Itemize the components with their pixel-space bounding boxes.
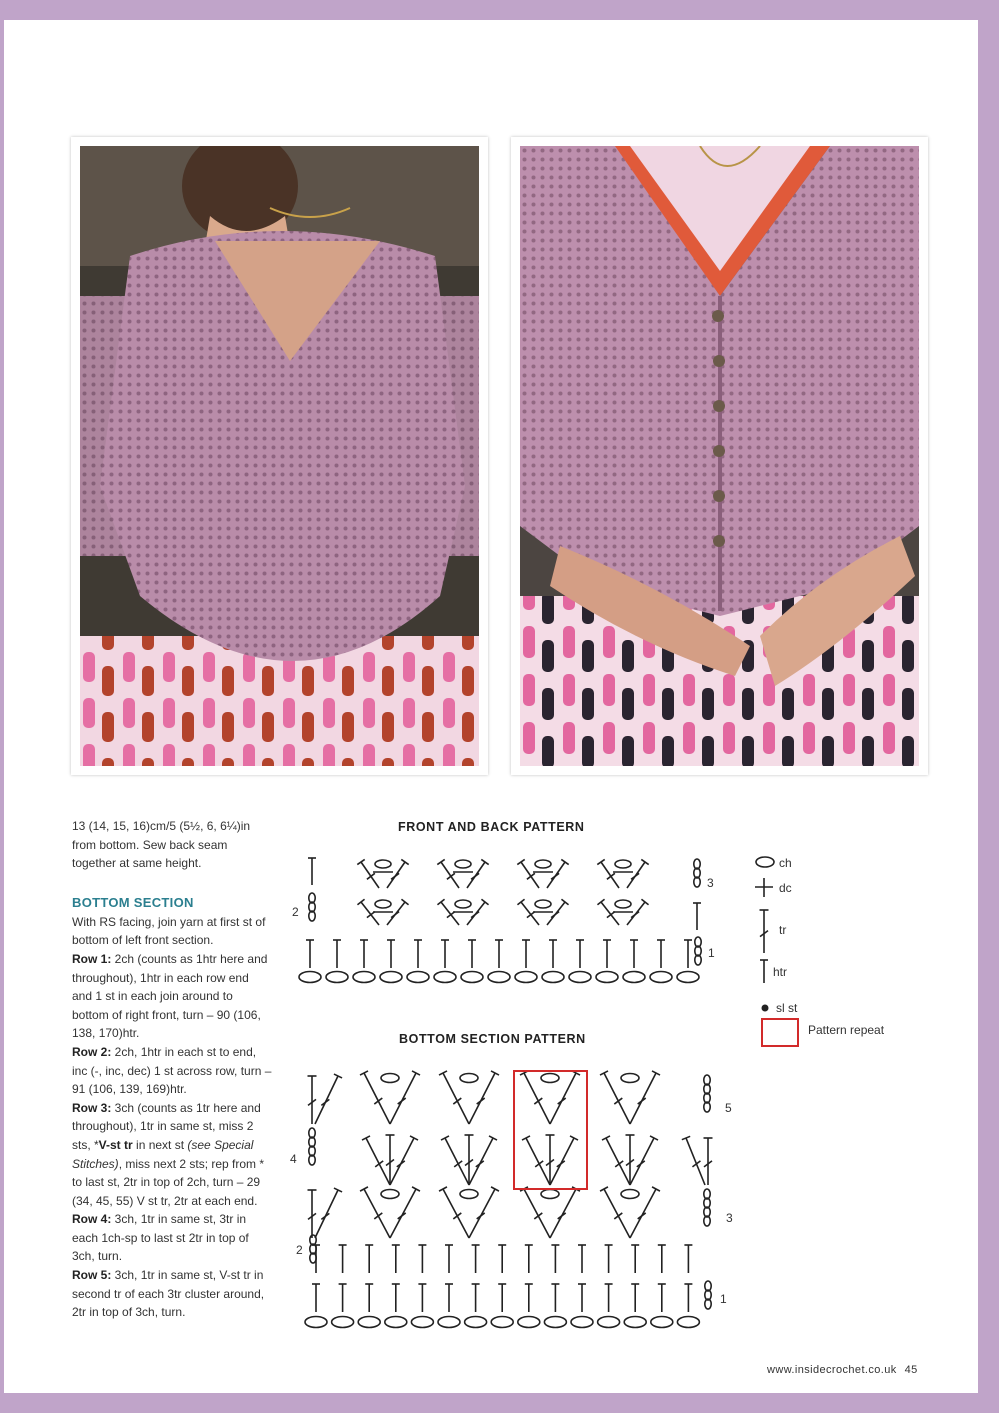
bs-row-number-2: 2 — [296, 1243, 303, 1257]
legend-repeat-symbol — [762, 1019, 798, 1046]
tr-stitch — [597, 859, 619, 888]
tr-stitch — [386, 1135, 395, 1185]
chain-space — [381, 1190, 399, 1199]
photo-front-image — [520, 146, 919, 766]
chain-stitch — [677, 972, 699, 983]
row-3-instruction: Row 3: 3ch (counts as 1tr here and throughout), 1tr in same st, miss 2 sts, *V-st tr in next st (see Special Stitches), miss next 2 sts; rep from * to last st, 2tr in top of 2ch, turn – 29 (34, 45, 55) V st tr, 2tr at each end. — [72, 1100, 265, 1208]
chain-stitch — [438, 1317, 460, 1328]
tr-stitch — [439, 1071, 469, 1124]
chain-stitch — [380, 972, 402, 983]
tr-stitch — [387, 859, 409, 888]
tr-stitch — [630, 1136, 658, 1185]
tr-stitch — [441, 1136, 469, 1185]
htr-stitch — [308, 858, 316, 885]
htr-stitch — [339, 1284, 347, 1312]
chain-space — [375, 900, 391, 908]
chain-stitch — [571, 1317, 593, 1328]
htr-stitch — [365, 1284, 373, 1312]
legend-repeat-label: Pattern repeat — [808, 1023, 885, 1037]
htr-stitch — [339, 1245, 347, 1273]
htr-stitch — [603, 940, 611, 968]
tr-stitch — [760, 910, 769, 953]
htr-stitch — [522, 940, 530, 968]
tr-stitch — [390, 1071, 420, 1124]
tr-stitch — [627, 859, 649, 888]
htr-stitch — [468, 940, 476, 968]
page-number: 45 — [904, 1364, 918, 1376]
htr-stitch — [306, 940, 314, 968]
legend-ch-label: ch — [779, 856, 792, 870]
tr-stitch — [469, 1136, 497, 1185]
v-stitch-cluster — [357, 859, 408, 888]
three-tr-cluster — [522, 1135, 578, 1185]
instructions-column — [72, 817, 272, 1322]
tr-stitch — [550, 1136, 578, 1185]
tr-stitch — [357, 899, 379, 925]
chain-stitch — [518, 1317, 540, 1328]
tr-stitch — [465, 1135, 474, 1185]
chain-stitch — [461, 972, 483, 983]
turning-chain — [310, 1235, 316, 1263]
htr-stitch — [392, 1284, 400, 1312]
tr-stitch — [360, 1187, 390, 1238]
htr-stitch — [495, 940, 503, 968]
chain-space — [375, 860, 391, 868]
legend-slst-symbol — [762, 1005, 769, 1012]
htr-stitch — [684, 940, 692, 968]
chain-space — [621, 1074, 639, 1083]
section-heading-bottom: BOTTOM SECTION — [72, 894, 194, 910]
htr-stitch — [312, 1284, 320, 1312]
tr-stitch — [439, 1187, 469, 1238]
htr-stitch — [472, 1245, 480, 1273]
htr-stitch — [360, 940, 368, 968]
tr-stitch — [308, 1076, 317, 1124]
chain-stitch — [488, 972, 510, 983]
chain-space — [455, 860, 471, 868]
tr-stitch — [547, 859, 569, 888]
htr-stitch — [576, 940, 584, 968]
bs-row-number-3: 3 — [726, 1211, 733, 1225]
chain-space — [621, 1190, 639, 1199]
v-st-tr — [439, 1071, 499, 1124]
chain-space — [455, 900, 471, 908]
htr-stitch — [387, 940, 395, 968]
legend-htr-label: htr — [773, 965, 788, 979]
v-stitch-cluster — [357, 899, 408, 925]
tr-stitch — [517, 859, 539, 888]
htr-stitch — [658, 1284, 666, 1312]
tr-stitch — [437, 899, 459, 925]
v-st-tr — [439, 1187, 499, 1238]
chain-stitch — [623, 972, 645, 983]
chain-space — [381, 1074, 399, 1083]
tr-stitch — [390, 1136, 418, 1185]
row-5-instruction: Row 5: 3ch, 1tr in same st, V-st tr in second tr of each 3tr cluster around, 2tr in top of 3ch, turn. — [72, 1268, 265, 1320]
bottom-stitch-chart — [305, 1071, 713, 1328]
page-border-left — [0, 0, 4, 1413]
tr-stitch — [682, 1136, 705, 1185]
tr-stitch — [627, 899, 649, 925]
tr-stitch — [467, 859, 489, 888]
v-stitch-cluster — [517, 859, 568, 888]
v-stitch-cluster — [517, 899, 568, 925]
chain-space — [535, 900, 551, 908]
tr-stitch — [522, 1136, 550, 1185]
chain-stitch — [299, 972, 321, 983]
bs-row-number-4: 4 — [290, 1152, 297, 1166]
htr-stitch — [551, 1245, 559, 1273]
turning-chain — [705, 1281, 711, 1309]
legend-dc-label: dc — [779, 881, 792, 895]
fb-row-number-1: 1 — [708, 946, 715, 960]
tr-stitch — [437, 859, 459, 888]
chain-stitch — [358, 1317, 380, 1328]
tr-stitch — [520, 1187, 550, 1238]
chain-stitch — [624, 1317, 646, 1328]
v-st-tr — [520, 1187, 580, 1238]
tr-stitch — [600, 1187, 630, 1238]
htr-stitch — [498, 1245, 506, 1273]
turning-chain — [309, 1128, 315, 1165]
front-back-stitch-chart — [299, 858, 701, 983]
fb-row-number-2: 2 — [292, 905, 299, 919]
htr-stitch — [684, 1284, 692, 1312]
row-2-instruction: Row 2: 2ch, 1htr in each st to end, inc (-, inc, dec) 1 st across row, turn – 91 (106, 139, 169)htr. — [72, 1044, 272, 1097]
page-border-top — [0, 0, 999, 20]
turning-chain — [694, 859, 700, 887]
htr-stitch — [445, 1284, 453, 1312]
chain-space — [535, 860, 551, 868]
photo-front-view — [511, 137, 928, 775]
bs-row-number-1: 1 — [720, 1292, 727, 1306]
v-st-tr — [360, 1187, 420, 1238]
chain-stitch — [569, 972, 591, 983]
chain-stitch — [411, 1317, 433, 1328]
chain-stitch — [651, 1317, 673, 1328]
chain-stitch — [332, 1317, 354, 1328]
turning-chain — [695, 937, 701, 965]
htr-stitch — [445, 1245, 453, 1273]
footer-url[interactable]: www.insidecrochet.co.uk — [767, 1364, 897, 1376]
chain-stitch — [650, 972, 672, 983]
bs-row-number-5: 5 — [725, 1101, 732, 1115]
htr-stitch — [578, 1284, 586, 1312]
htr-stitch — [551, 1284, 559, 1312]
v-st-tr — [600, 1071, 660, 1124]
htr-stitch — [631, 1245, 639, 1273]
tr-stitch — [546, 1135, 555, 1185]
legend-dc-symbol — [755, 878, 773, 897]
chain-stitch — [544, 1317, 566, 1328]
tr-stitch — [362, 1136, 390, 1185]
three-tr-cluster — [362, 1135, 418, 1185]
tr-stitch — [390, 1187, 420, 1238]
chain-stitch — [385, 1317, 407, 1328]
fb-row-number-3: 3 — [707, 876, 714, 890]
htr-stitch — [684, 1245, 692, 1273]
tr-stitch — [630, 1071, 660, 1124]
htr-stitch — [760, 960, 768, 983]
htr-stitch — [498, 1284, 506, 1312]
tr-stitch — [550, 1187, 580, 1238]
tr-stitch — [357, 859, 379, 888]
turning-chain — [704, 1075, 710, 1112]
htr-stitch — [418, 1245, 426, 1273]
v-st-tr — [600, 1187, 660, 1238]
v-st-tr — [520, 1071, 580, 1124]
legend-tr-label: tr — [779, 923, 787, 937]
v-stitch-cluster — [597, 899, 648, 925]
turning-chain — [704, 1189, 710, 1226]
front-back-chart-title: FRONT AND BACK PATTERN — [398, 820, 585, 834]
htr-stitch — [631, 1284, 639, 1312]
tr-stitch — [360, 1071, 390, 1124]
legend-ch-symbol — [756, 857, 774, 867]
legend-slst-label: sl st — [776, 1001, 798, 1015]
tr-stitch — [602, 1136, 630, 1185]
chain-stitch — [542, 972, 564, 983]
htr-stitch — [472, 1284, 480, 1312]
chain-stitch — [491, 1317, 513, 1328]
tr-stitch — [469, 1071, 499, 1124]
v-stitch-cluster — [597, 859, 648, 888]
tr-stitch — [469, 1187, 499, 1238]
htr-stitch — [658, 1245, 666, 1273]
page-border-bottom — [0, 1393, 999, 1413]
htr-stitch — [312, 1245, 320, 1273]
tr-stitch — [597, 899, 619, 925]
chain-stitch — [434, 972, 456, 983]
htr-stitch — [525, 1284, 533, 1312]
htr-stitch — [365, 1245, 373, 1273]
chain-stitch — [465, 1317, 487, 1328]
htr-stitch — [657, 940, 665, 968]
turning-chain — [309, 893, 315, 921]
htr-stitch — [549, 940, 557, 968]
htr-stitch — [441, 940, 449, 968]
chain-space — [615, 900, 631, 908]
tr-stitch — [315, 1074, 342, 1124]
chain-stitch — [598, 1317, 620, 1328]
bottom-intro: With RS facing, join yarn at first st of bottom of left front section. — [72, 914, 266, 948]
chain-space — [541, 1074, 559, 1083]
htr-stitch — [693, 903, 701, 930]
v-stitch-cluster — [437, 859, 488, 888]
page-footer — [767, 1364, 918, 1376]
three-tr-cluster — [602, 1135, 658, 1185]
htr-stitch — [630, 940, 638, 968]
tr-stitch — [387, 899, 409, 925]
htr-stitch — [418, 1284, 426, 1312]
pattern-repeat-box — [514, 1071, 587, 1189]
bottom-chart-title: BOTTOM SECTION PATTERN — [399, 1032, 586, 1046]
tr-stitch — [626, 1135, 635, 1185]
tr-stitch — [630, 1187, 660, 1238]
tr-stitch — [547, 899, 569, 925]
v-st-tr — [360, 1071, 420, 1124]
tr-stitch — [600, 1071, 630, 1124]
htr-stitch — [605, 1245, 613, 1273]
chain-space — [460, 1190, 478, 1199]
tr-stitch — [704, 1138, 713, 1185]
chain-space — [615, 860, 631, 868]
row-4-instruction: Row 4: 3ch, 1tr in same st, 3tr in each 1ch-sp to last st 2tr in top of 3ch, turn. — [72, 1212, 249, 1264]
tr-stitch — [308, 1190, 317, 1238]
chain-stitch — [326, 972, 348, 983]
chain-stitch — [515, 972, 537, 983]
chain-space — [460, 1074, 478, 1083]
htr-stitch — [414, 940, 422, 968]
photo-back-image — [80, 146, 479, 766]
chain-space — [541, 1190, 559, 1199]
intro-paragraph: 13 (14, 15, 16)cm/5 (5½, 6, 6¼)in from bottom. Sew back seam together at same height. — [72, 819, 251, 871]
row-1-instruction: Row 1: 2ch (counts as 1htr here and throughout), 1htr in each row end and 1 st in each join around to bottom of right front, turn – 90 (106, 138, 170)htr. — [72, 951, 268, 1041]
tr-stitch — [517, 899, 539, 925]
htr-stitch — [392, 1245, 400, 1273]
chain-stitch — [677, 1317, 699, 1328]
tr-stitch — [315, 1188, 342, 1238]
htr-stitch — [578, 1245, 586, 1273]
tr-stitch — [520, 1071, 550, 1124]
tr-stitch — [550, 1071, 580, 1124]
three-tr-cluster — [441, 1135, 497, 1185]
tr-stitch — [467, 899, 489, 925]
photo-back-view — [71, 137, 488, 775]
chain-stitch — [596, 972, 618, 983]
v-stitch-cluster — [437, 899, 488, 925]
chain-stitch — [305, 1317, 327, 1328]
htr-stitch — [333, 940, 341, 968]
htr-stitch — [525, 1245, 533, 1273]
chain-stitch — [407, 972, 429, 983]
htr-stitch — [605, 1284, 613, 1312]
page-border-right — [978, 0, 999, 1413]
chain-stitch — [353, 972, 375, 983]
